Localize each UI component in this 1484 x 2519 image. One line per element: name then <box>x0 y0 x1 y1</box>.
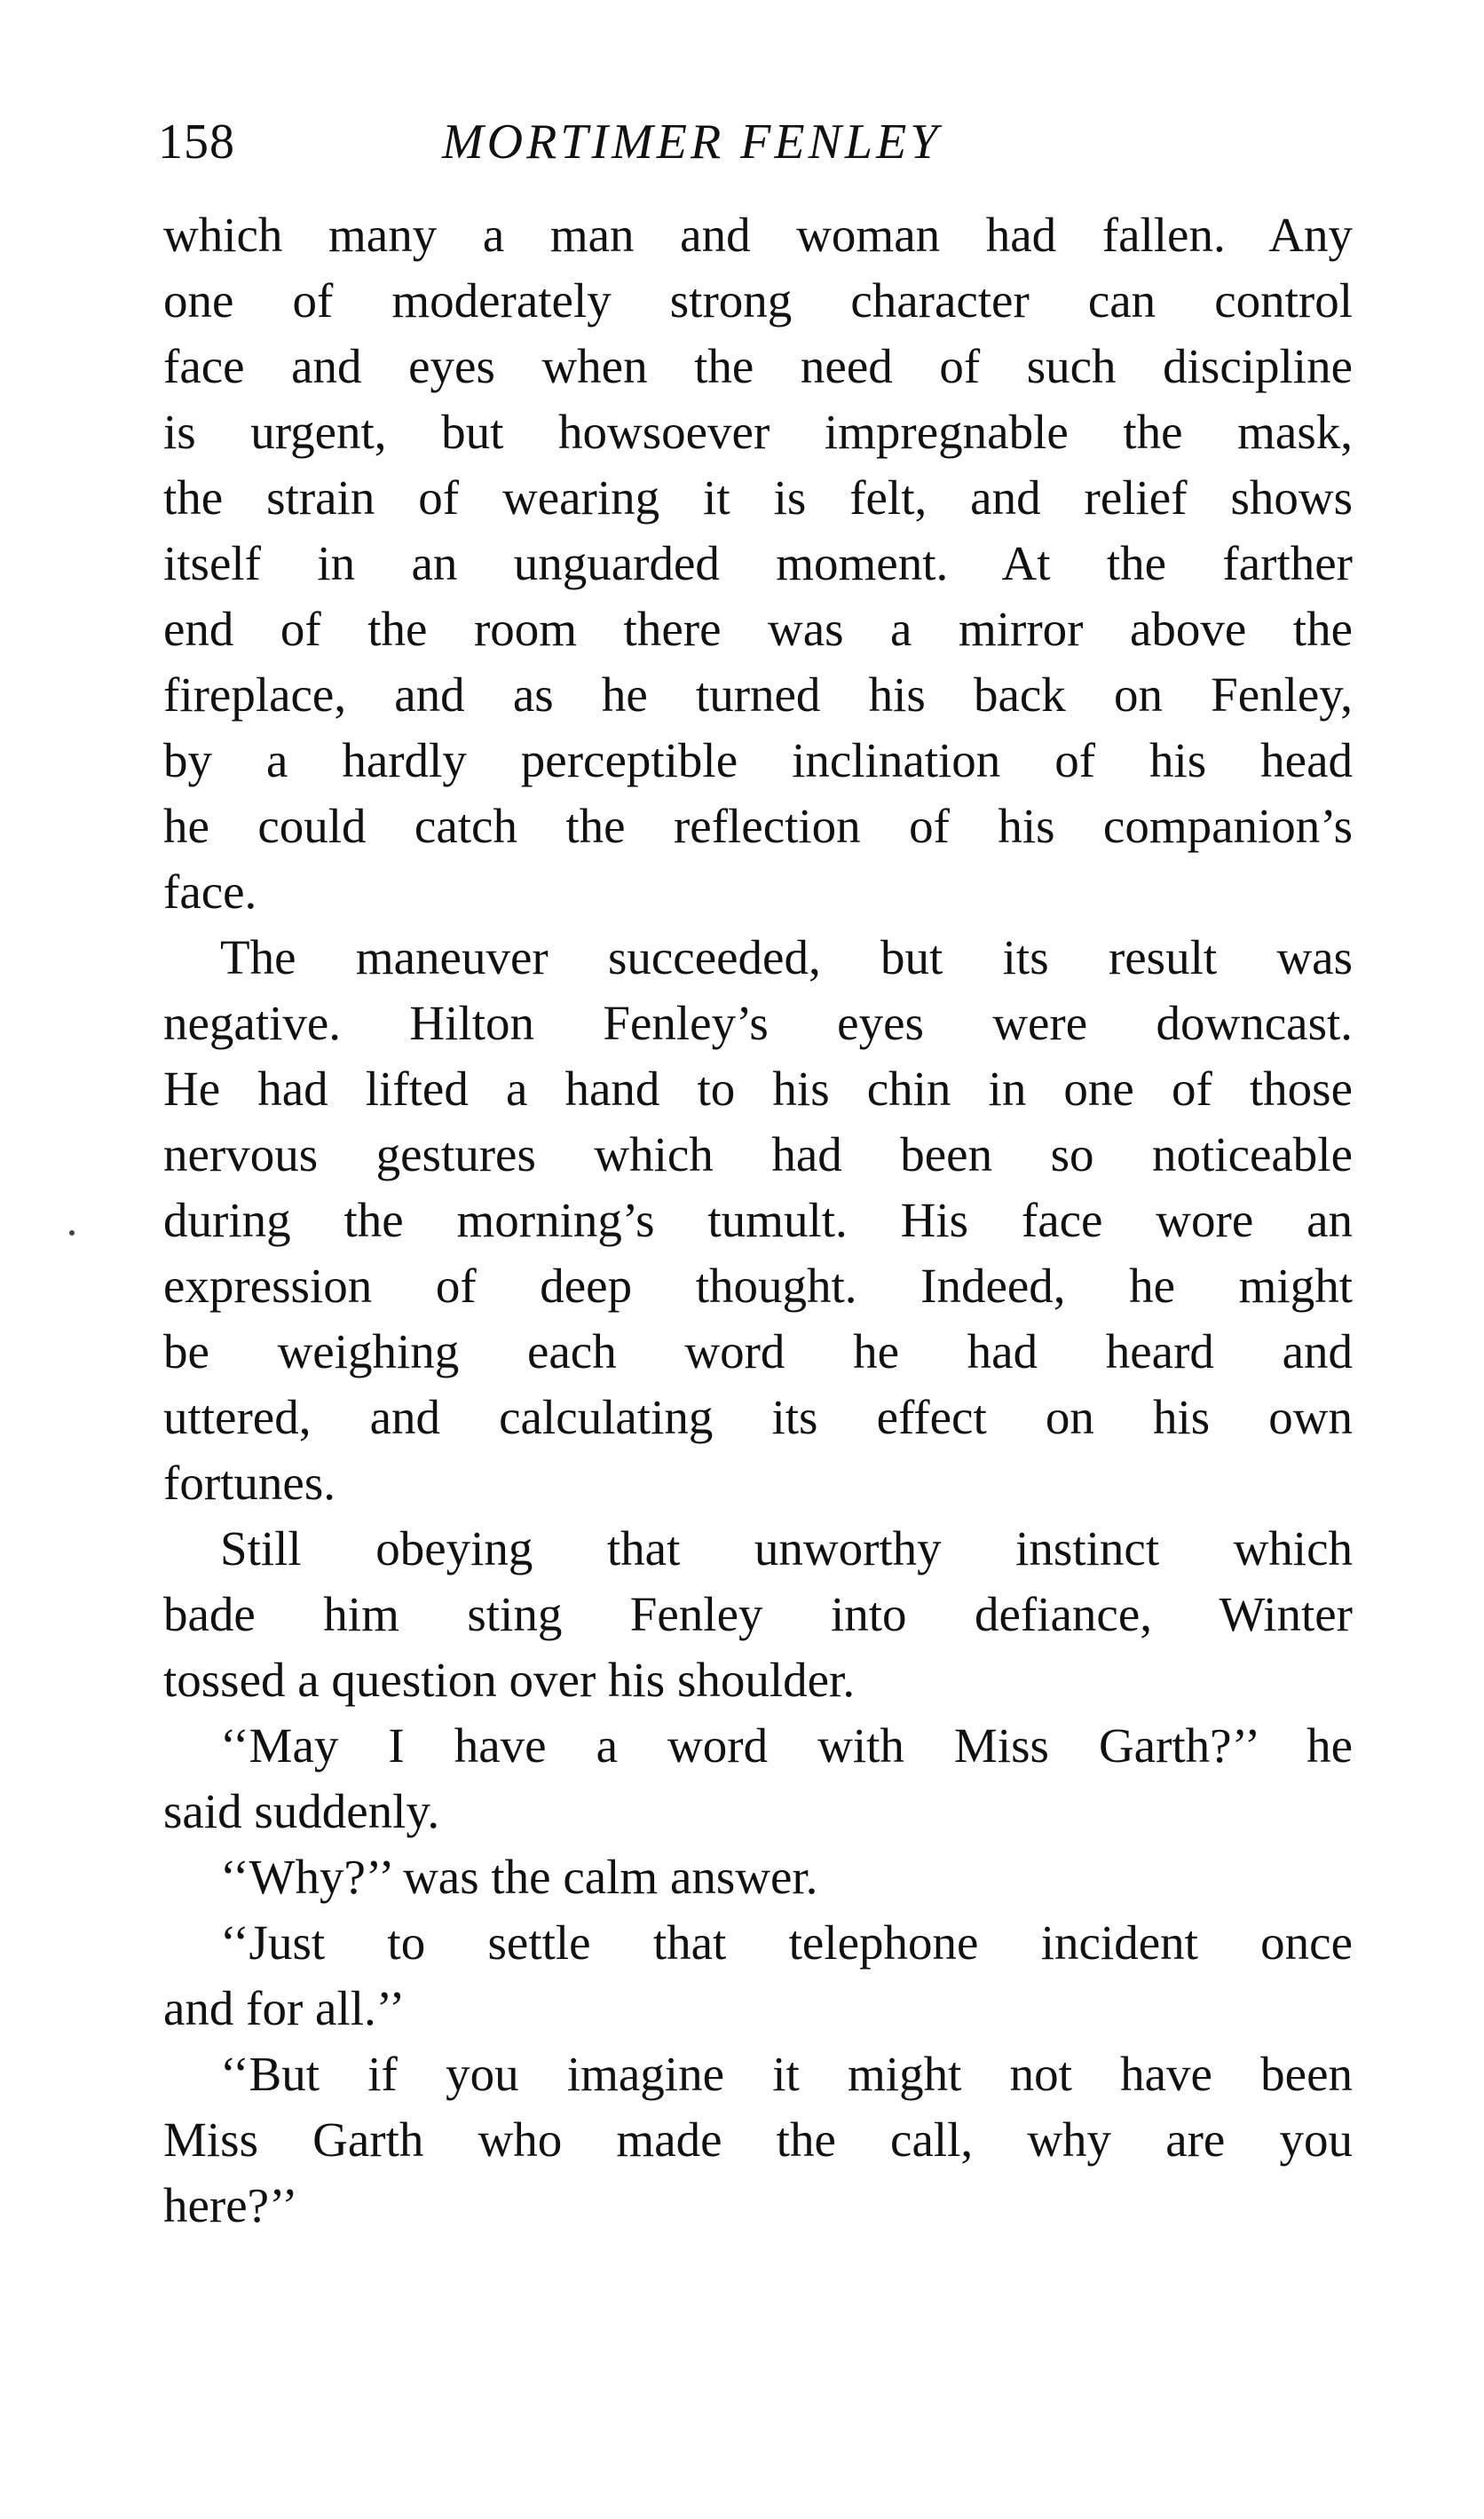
page-number: 158 <box>158 114 235 170</box>
text-line: nervous gestures which had been so noticeable <box>163 1127 1353 1181</box>
text-line: uttered, and calculating its effect on his own <box>163 1390 1353 1444</box>
text-line: said suddenly. <box>163 1784 440 1838</box>
text-line: bade him sting Fenley into defiance, Winter <box>163 1587 1353 1641</box>
text-line: Miss Garth who made the call, why are you <box>163 2112 1353 2167</box>
text-line: fortunes. <box>163 1456 335 1510</box>
text-line: be weighing each word he had heard and <box>163 1324 1353 1378</box>
paragraph <box>163 202 1353 925</box>
text-line: and for all.’’ <box>163 1981 406 2035</box>
text-line: Still obeying that unworthy instinct which <box>220 1521 1353 1575</box>
text-line: ‘‘Why?’’ was the calm answer. <box>220 1850 818 1904</box>
paragraph <box>163 1516 1353 1713</box>
text-line: end of the room there was a mirror above the <box>163 602 1353 656</box>
text-line: itself in an unguarded moment. At the farther <box>163 536 1353 590</box>
text-line: face. <box>163 865 257 919</box>
text-line: expression of deep thought. Indeed, he might <box>163 1259 1353 1313</box>
text-line: fireplace, and as he turned his back on Fenley, <box>163 667 1353 722</box>
text-line: negative. Hilton Fenley’s eyes were downcast. <box>163 996 1353 1050</box>
paragraph <box>163 2041 1353 2239</box>
text-line: one of moderately strong character can control <box>163 273 1353 328</box>
text-line: is urgent, but howsoever impregnable the mask, <box>163 405 1353 459</box>
print-speck <box>69 1230 75 1236</box>
body-text <box>163 202 1353 2239</box>
paragraph <box>163 1713 1353 1844</box>
text-line: by a hardly perceptible inclination of his head <box>163 733 1353 787</box>
text-line: here?’’ <box>163 2178 298 2232</box>
text-line: ‘‘May I have a word with Miss Garth?’’ he <box>220 1718 1353 1773</box>
text-line: ‘‘But if you imagine it might not have been <box>220 2047 1353 2101</box>
text-line: he could catch the reflection of his companion’s <box>163 799 1353 853</box>
paragraph <box>163 925 1353 1516</box>
running-title: MORTIMER FENLEY <box>442 114 942 170</box>
text-line: He had lifted a hand to his chin in one of those <box>163 1062 1353 1116</box>
text-line: the strain of wearing it is felt, and relief shows <box>163 470 1353 525</box>
text-line: which many a man and woman had fallen. Any <box>163 208 1353 262</box>
running-head <box>158 114 1365 185</box>
text-line: during the morning’s tumult. His face wore an <box>163 1193 1353 1247</box>
text-line: face and eyes when the need of such discipline <box>163 339 1353 393</box>
text-line: tossed a question over his shoulder. <box>163 1653 856 1707</box>
text-line: ‘‘Just to settle that telephone incident once <box>220 1915 1353 1970</box>
paragraph <box>163 1844 1353 1910</box>
paragraph <box>163 1910 1353 2041</box>
text-line: The maneuver succeeded, but its result was <box>220 930 1353 984</box>
